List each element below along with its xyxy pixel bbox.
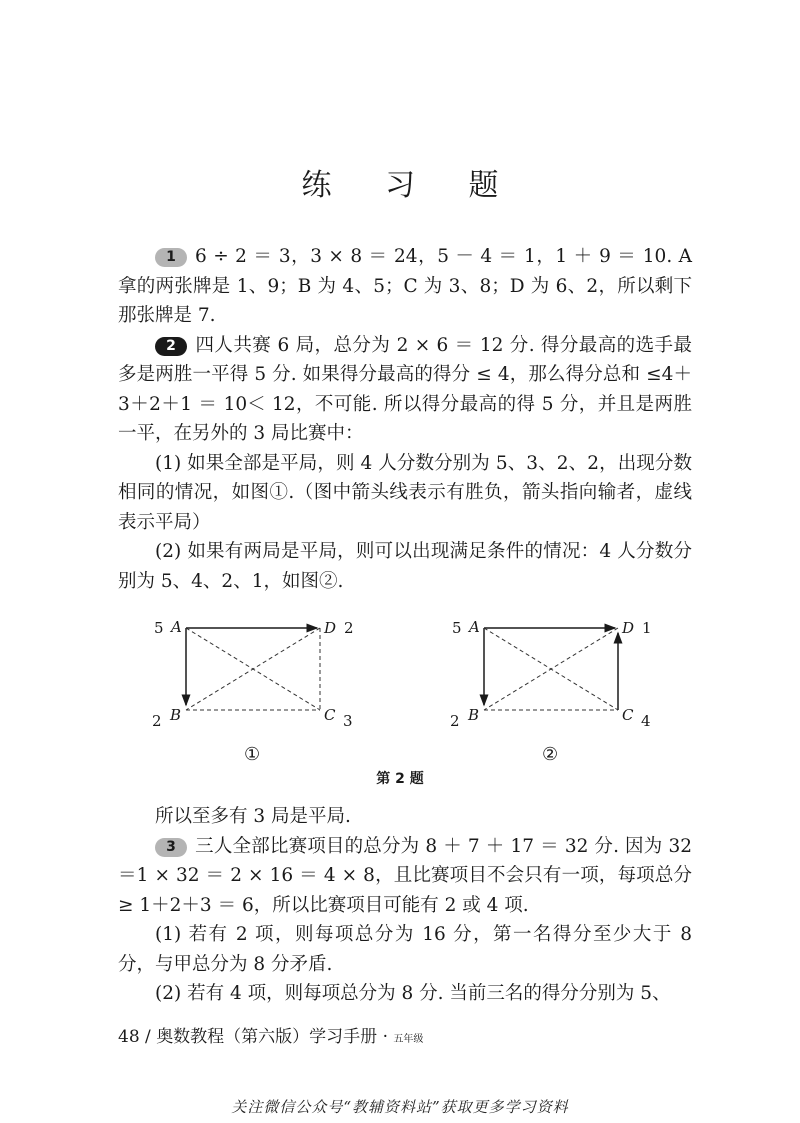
vertex-d: D (324, 619, 337, 637)
problem-2-case-1: (1) 如果全部是平局，则 4 人分数分别为 5、3、2、2，出现分数相同的情况，如图①.（图中箭头线表示有胜负，箭头指向输者，虚线表示平局） (118, 452, 692, 533)
score-b: 2 (152, 712, 162, 730)
vertex-a: A (469, 618, 480, 636)
score-b: 2 (450, 712, 460, 730)
problem-number-badge: 2 (155, 337, 187, 356)
problem-3-case-2: (2) 若有 4 项，则每项总分为 8 分. 当前三名的得分分别为 5、 (155, 983, 671, 1004)
figure-2-label: ② (542, 744, 559, 765)
page-number: 48 (118, 1027, 140, 1047)
problem-2-conclusion: 所以至多有 3 局是平局. (155, 806, 351, 827)
problem-3 (118, 832, 692, 921)
problem-3-case-1: (1) 若有 2 项，则每项总分为 16 分，第一名得分至少大于 8 分，与甲总分为 8 分矛盾. (118, 924, 692, 975)
tournament-diagram-2 (438, 610, 668, 730)
problem-2 (118, 331, 692, 449)
figure-caption: 第 2 题 (376, 771, 424, 787)
problem-3-text: 三人全部比赛项目的总分为 8 ＋ 7 ＋ 17 ＝ 32 分. 因为 32 ＝1 × 32 ＝ 2 × 16 ＝ 4 × 8，且比赛项目不会只有一项，每项总分 ≥ 1＋2＋3 ＝ 6，所以比赛项目可能有 2 或 4 项. (118, 835, 692, 916)
solutions-block-2 (118, 802, 692, 1009)
score-a: 5 (154, 619, 164, 637)
problem-2-case-2: (2) 如果有两局是平局，则可以出现满足条件的情况：4 人分数分别为 5、4、2、1，如图②. (118, 541, 692, 592)
score-d: 2 (344, 619, 354, 637)
score-a: 5 (452, 619, 462, 637)
solutions-block-1 (118, 242, 692, 596)
vertex-c: C (324, 706, 336, 724)
vertex-a: A (171, 618, 182, 636)
problem-1-text: 6 ÷ 2 ＝ 3，3 × 8 ＝ 24，5 － 4 ＝ 1，1 ＋ 9 ＝ 10. A 拿的两张牌是 1、9；B 为 4、5；C 为 3、8；D 为 6、2，所以剩下那张牌是 7. (118, 246, 692, 326)
problem-number-badge: 3 (155, 838, 187, 857)
vertex-b: B (468, 706, 480, 724)
book-title: 奥数教程（第六版）学习手册 (156, 1027, 378, 1047)
score-c: 4 (641, 712, 651, 730)
figure-1-label: ① (244, 744, 261, 765)
vertex-c: C (622, 706, 634, 724)
problem-2-text: 四人共赛 6 局，总分为 2 × 6 ＝ 12 分. 得分最高的选手最多是两胜一平得 5 分. 如果得分最高的得分 ≤ 4，那么得分总和 ≤4＋3＋2＋1 ＝ 10＜ 12，不可能. 所以得分最高的得 5 分，并且是两胜一平，在另外的 3 局比赛中： (118, 334, 692, 444)
problem-number-badge: 1 (155, 248, 187, 267)
score-d: 1 (642, 619, 652, 637)
tournament-diagram-1 (140, 610, 370, 730)
score-c: 3 (343, 712, 353, 730)
page-title: 练 习 题 (301, 168, 521, 203)
vertex-d: D (622, 619, 635, 637)
page-footer: 48 / 奥数教程（第六版）学习手册 · 五年级 (118, 1027, 424, 1047)
problem-1 (118, 242, 692, 331)
watermark-text: 关注微信公众号“教辅资料站”获取更多学习资料 (231, 1098, 569, 1116)
vertex-b: B (170, 706, 182, 724)
grade-label: 五年级 (393, 1034, 424, 1045)
